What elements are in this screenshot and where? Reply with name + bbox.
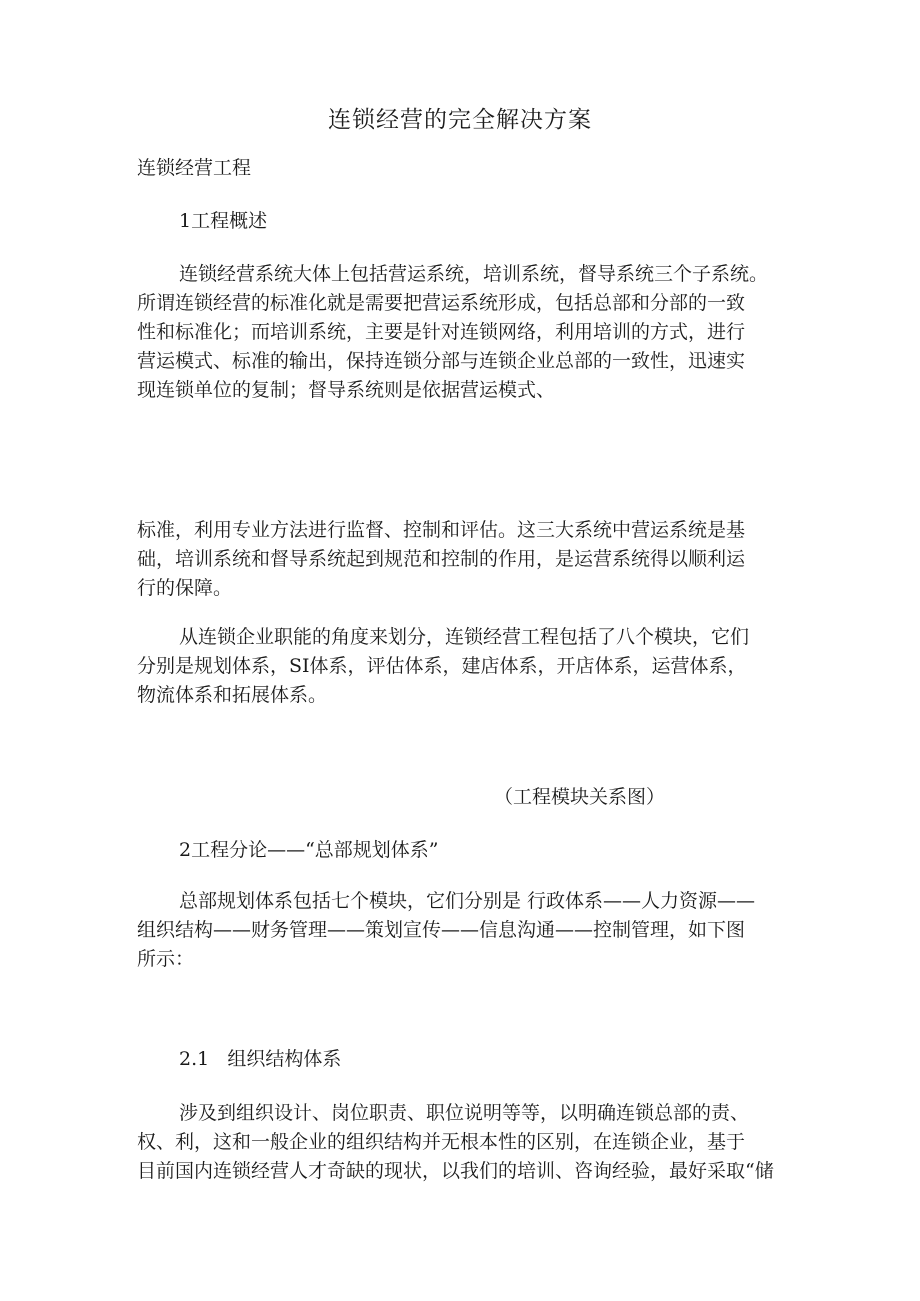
subsection-heading-2-text: 2工程分论——“总部规划体系” xyxy=(179,839,439,861)
paragraph-line: 权、利，这和一般企业的组织结构并无根本性的区别，在连锁企业，基于 xyxy=(137,1131,746,1153)
subsection-heading-1-text: 1工程概述 xyxy=(179,210,268,232)
paragraph-line: 涉及到组织设计、岗位职责、职位说明等等，以明确连锁总部的责、 xyxy=(179,1102,750,1124)
paragraph-2 xyxy=(137,516,797,603)
paragraph-line: 目前国内连锁经营人才奇缺的现状，以我们的培训、咨询经验，最好采取“储 xyxy=(137,1160,774,1182)
paragraph-line: 行的保障。 xyxy=(137,577,233,599)
paragraph-line: 组织结构——财务管理——策划宣传——信息沟通——控制管理，如下图 xyxy=(137,919,746,941)
subsection-heading-1 xyxy=(179,207,839,236)
paragraph-line: 所谓连锁经营的标准化就是需要把营运系统形成，包括总部和分部的一致 xyxy=(137,292,746,314)
paragraph-line: 物流体系和拓展体系。 xyxy=(137,684,328,706)
paragraph-line: 从连锁企业职能的角度来划分，连锁经营工程包括了八个模块，它们 xyxy=(179,626,750,648)
paragraph-5 xyxy=(137,1099,797,1186)
paragraph-4 xyxy=(137,887,797,974)
subsection-heading-2-1 xyxy=(179,1045,839,1074)
section-heading-text: 连锁经营工程 xyxy=(137,157,252,179)
subsection-heading-2 xyxy=(179,836,839,865)
paragraph-line: 标准，利用专业方法进行监督、控制和评估。这三大系统中营运系统是基 xyxy=(137,519,746,541)
paragraph-line: 础，培训系统和督导系统起到规范和控制的作用，是运营系统得以顺利运 xyxy=(137,548,746,570)
paragraph-1 xyxy=(137,260,797,405)
paragraph-line: 性和标准化；而培训系统，主要是针对连锁网络，利用培训的方式，进行 xyxy=(137,321,746,343)
section-heading xyxy=(137,154,797,183)
paragraph-3 xyxy=(137,623,797,710)
document-title: 连锁经营的完全解决方案 xyxy=(328,107,592,133)
figure-caption: （工程模块关系图） xyxy=(494,786,666,808)
paragraph-line: 营运模式、标准的输出，保持连锁分部与连锁企业总部的一致性，迅速实 xyxy=(137,350,746,372)
paragraph-line: 总部规划体系包括七个模块，它们分别是 行政体系——人力资源—— xyxy=(179,890,756,912)
paragraph-line: 连锁经营系统大体上包括营运系统，培训系统，督导系统三个子系统。 xyxy=(179,263,769,285)
paragraph-line: 所示： xyxy=(137,948,195,970)
subsection-heading-2-1-text: 2.1 组织结构体系 xyxy=(179,1048,342,1070)
paragraph-line: 现连锁单位的复制；督导系统则是依据营运模式、 xyxy=(137,379,556,401)
paragraph-line: 分别是规划体系，SI体系，评估体系，建店体系，开店体系，运营体系， xyxy=(137,655,747,677)
